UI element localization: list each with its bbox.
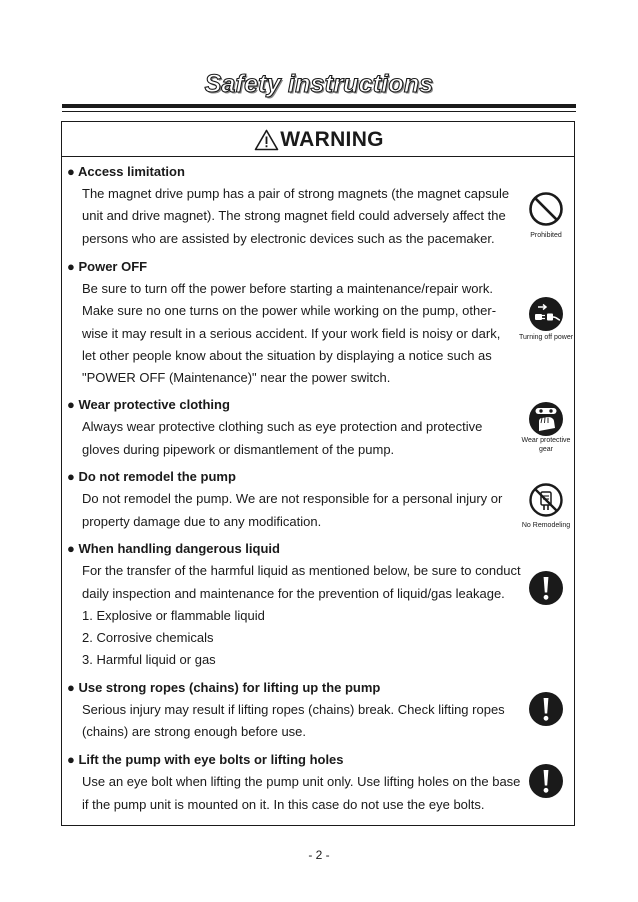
section-text-line: Be sure to turn off the power before starting a maintenance/repair work. <box>82 281 493 296</box>
section-text-line: Always wear protective clothing such as eye protection and protective <box>82 419 483 434</box>
section-heading: ● Use strong ropes (chains) for lifting up the pump <box>67 680 381 695</box>
section-text-line: daily inspection and maintenance for the prevention of liquid/gas leakage. <box>82 586 505 601</box>
symbol-caption: Wear protective gear <box>521 437 571 453</box>
section-text-line: The magnet drive pump has a pair of strong magnets (the magnet capsule <box>82 186 510 201</box>
title-rule-thick <box>62 104 576 108</box>
page-title: Safety instructions <box>204 70 434 98</box>
title-rule-thin <box>62 111 576 112</box>
mandatory-exclamation-icon <box>528 763 564 799</box>
section-heading: ● Lift the pump with eye bolts or lifting holes <box>67 752 344 767</box>
section-heading: ● When handling dangerous liquid <box>67 541 280 556</box>
section-text-line: 2. Corrosive chemicals <box>82 630 214 645</box>
section-heading: ● Access limitation <box>67 164 185 179</box>
mandatory-exclamation-icon <box>528 691 564 727</box>
warning-header-rule <box>62 156 574 157</box>
page-number: - 2 - <box>308 848 330 862</box>
section-text-line: wise it may result in a serious accident. If your work field is noisy or dark, <box>82 326 501 341</box>
unplug-power-icon <box>528 296 564 332</box>
section-heading: ● Do not remodel the pump <box>67 469 236 484</box>
warning-label: WARNING <box>280 128 384 151</box>
section-text-line: if the pump unit is mounted on it. In this case do not use the eye bolts. <box>82 797 485 812</box>
section-text-line: For the transfer of the harmful liquid as mentioned below, be sure to conduct <box>82 563 521 578</box>
symbol-caption: Prohibited <box>530 232 562 239</box>
section-text-line: unit and drive magnet). The strong magnet field could adversely affect the <box>82 208 506 223</box>
warning-triangle-icon <box>254 129 279 151</box>
symbol-caption: No Remodeling <box>521 522 571 529</box>
section-text-line: Use an eye bolt when lifting the pump unit only. Use lifting holes on the base <box>82 774 521 789</box>
section-text-line: Serious injury may result if lifting ropes (chains) break. Check lifting ropes <box>82 702 505 717</box>
protective-gear-icon <box>528 401 564 437</box>
section-text-line: Make sure no one turns on the power while working on the pump, other- <box>82 303 497 318</box>
section-heading: ● Power OFF <box>67 259 148 274</box>
section-text-line: "POWER OFF (Maintenance)" near the power switch. <box>82 370 391 385</box>
symbol-caption: Turning off power <box>518 334 574 341</box>
section-heading: ● Wear protective clothing <box>67 397 230 412</box>
section-text-line: property damage due to any modification. <box>82 514 322 529</box>
section-text-line: Do not remodel the pump. We are not responsible for a personal injury or <box>82 491 503 506</box>
warning-header <box>62 125 576 155</box>
section-text-line: 3. Harmful liquid or gas <box>82 652 216 667</box>
section-text-line: persons who are assisted by electronic devices such as the pacemaker. <box>82 231 495 246</box>
section-text-line: (chains) are strong enough before use. <box>82 724 307 739</box>
prohibited-icon <box>528 191 564 227</box>
mandatory-exclamation-icon <box>528 570 564 606</box>
section-text-line: 1. Explosive or flammable liquid <box>82 608 265 623</box>
section-text-line: gloves during pipework or dismantlement of the pump. <box>82 442 395 457</box>
no-remodeling-icon <box>528 482 564 518</box>
section-text-line: let other people know about the situation by displaying a notice such as <box>82 348 492 363</box>
